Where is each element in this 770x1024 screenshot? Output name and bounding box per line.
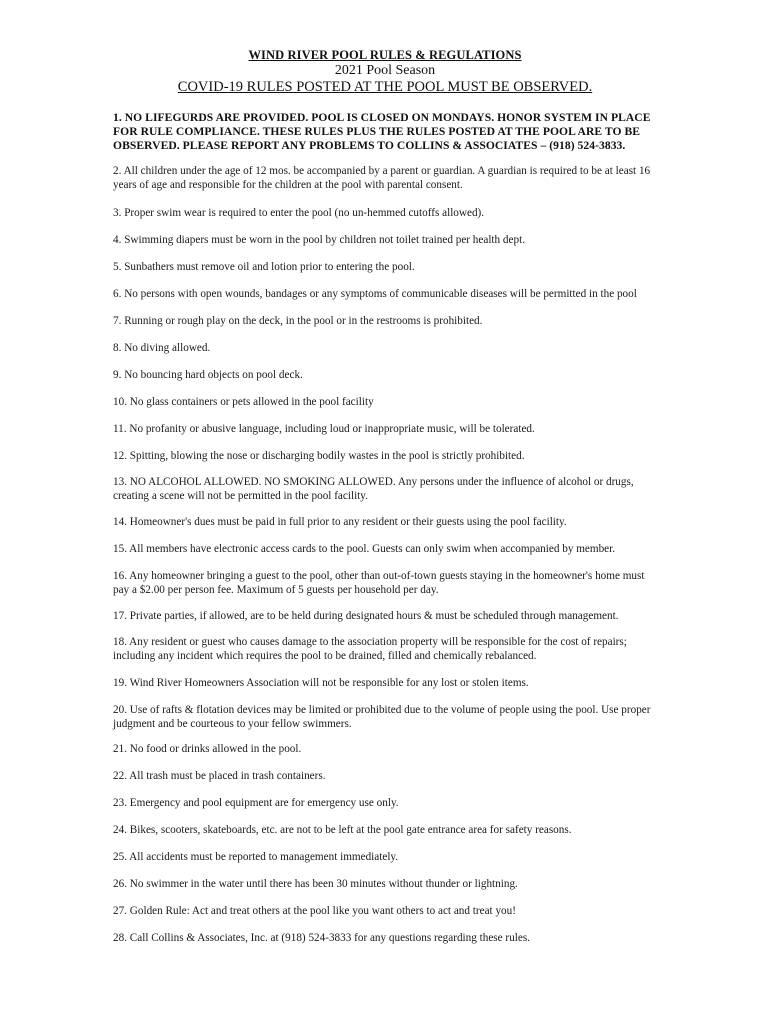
rule-item: 13. NO ALCOHOL ALLOWED. NO SMOKING ALLOWED. Any persons under the influence of alcohol or drugs, creating a scene will not be permitted in the pool facility. — [113, 476, 634, 502]
rule-item: 22. All trash must be placed in trash containers. — [113, 770, 326, 782]
rule-item: 6. No persons with open wounds, bandages or any symptoms of communicable diseases will be permitted in the pool — [113, 288, 637, 300]
document-title: WIND RIVER POOL RULES & REGULATIONS — [248, 48, 522, 62]
rule-item: 26. No swimmer in the water until there has been 30 minutes without thunder or lightning. — [113, 878, 518, 890]
rule-item: 12. Spitting, blowing the nose or discharging bodily wastes in the pool is strictly prohibited. — [113, 450, 525, 462]
rule-item: 16. Any homeowner bringing a guest to the pool, other than out-of-town guests staying in the homeowner's home must pay a $2.00 per person fee. Maximum of 5 guests per household per day. — [113, 570, 645, 596]
rule-item: 11. No profanity or abusive language, including loud or inappropriate music, will be tolerated. — [113, 423, 535, 435]
covid-notice: COVID-19 RULES POSTED AT THE POOL MUST BE OBSERVED. — [177, 79, 593, 95]
rule-item: 23. Emergency and pool equipment are for emergency use only. — [113, 797, 399, 809]
season-subtitle: 2021 Pool Season — [334, 63, 436, 78]
rule-item: 2. All children under the age of 12 mos. be accompanied by a parent or guardian. A guardian is required to be at least 16 years of age and responsible for the children at the pool with parental consent. — [113, 165, 651, 191]
rule-item: 18. Any resident or guest who causes damage to the association property will be responsible for the cost of repairs; including any incident which requires the pool to be drained, filled and chemically rebalanced. — [113, 636, 627, 662]
rule-item: 3. Proper swim wear is required to enter the pool (no un-hemmed cutoffs allowed). — [113, 207, 485, 219]
rule-item: 25. All accidents must be reported to management immediately. — [113, 851, 399, 863]
rule-item: 15. All members have electronic access cards to the pool. Guests can only swim when accompanied by member. — [113, 543, 616, 555]
rule-item: 21. No food or drinks allowed in the pool. — [113, 743, 302, 755]
rule-item: 24. Bikes, scooters, skateboards, etc. are not to be left at the pool gate entrance area for safety reasons. — [113, 824, 572, 836]
rule-item: 7. Running or rough play on the deck, in the pool or in the restrooms is prohibited. — [113, 315, 483, 327]
title-block — [0, 48, 770, 96]
rule-item: 20. Use of rafts & flotation devices may be limited or prohibited due to the volume of people using the pool. Use proper judgment and be courteous to your fellow swimmers. — [113, 704, 651, 730]
rule-item: 19. Wind River Homeowners Association will not be responsible for any lost or stolen items. — [113, 677, 529, 689]
rule-item: 28. Call Collins & Associates, Inc. at (918) 524-3833 for any questions regarding these rules. — [113, 932, 530, 944]
rule-item: 10. No glass containers or pets allowed in the pool facility — [113, 396, 374, 408]
rule-item: 9. No bouncing hard objects on pool deck. — [113, 369, 303, 381]
rule-item: 5. Sunbathers must remove oil and lotion prior to entering the pool. — [113, 261, 415, 273]
rule-item: 27. Golden Rule: Act and treat others at the pool like you want others to act and treat you! — [113, 905, 516, 917]
rule-item: 14. Homeowner's dues must be paid in full prior to any resident or their guests using the pool facility. — [113, 516, 567, 528]
rule-item: 8. No diving allowed. — [113, 342, 211, 354]
rule-item: 17. Private parties, if allowed, are to be held during designated hours & must be scheduled through management. — [113, 610, 619, 622]
rule-item: 4. Swimming diapers must be worn in the pool by children not toilet trained per health dept. — [113, 234, 525, 246]
rule-1-intro: 1. NO LIFEGURDS ARE PROVIDED. POOL IS CLOSED ON MONDAYS. HONOR SYSTEM IN PLACE FOR RULE COMPLIANCE. THESE RULES PLUS THE RULES POSTED AT THE POOL ARE TO BE OBSERVED. PLEASE REPORT ANY PROBLEMS TO COLLINS & ASSOCIATES – (918) 524-3833. — [113, 111, 651, 152]
